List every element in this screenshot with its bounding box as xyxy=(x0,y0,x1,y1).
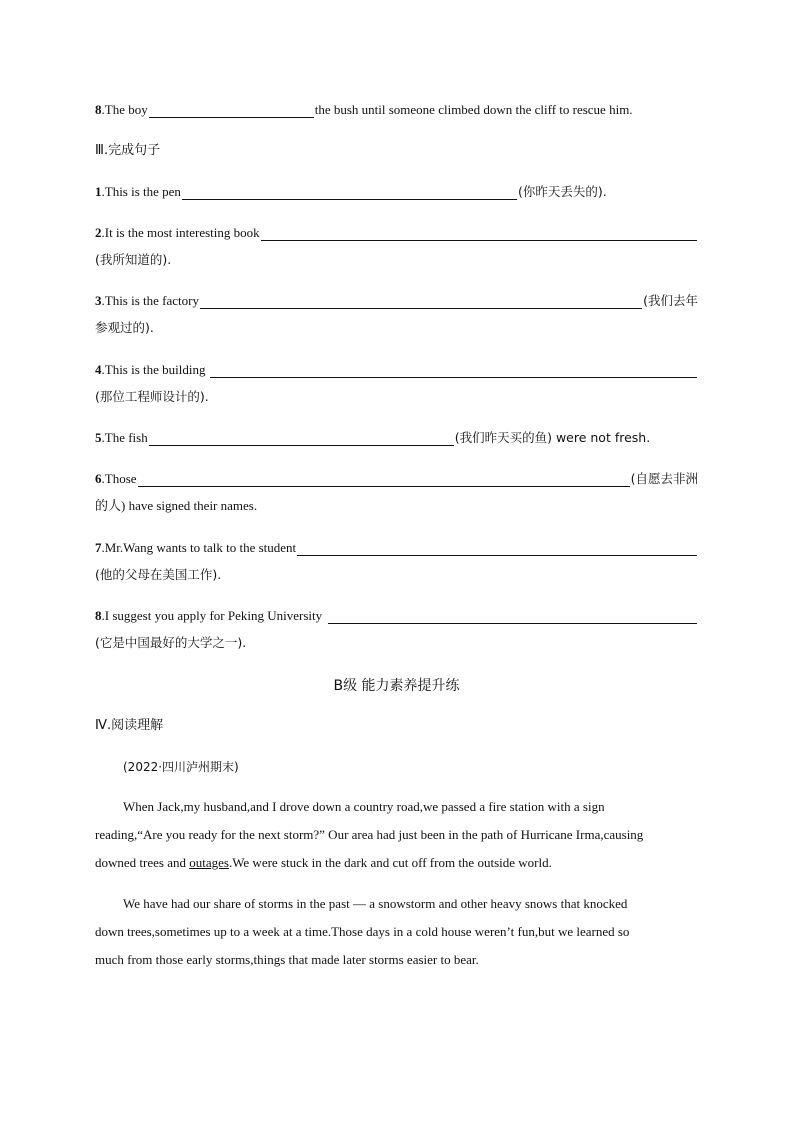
passage-source xyxy=(95,758,698,776)
item-number: 8 xyxy=(95,608,102,623)
item-text-before: .I suggest you apply for Peking University xyxy=(101,608,323,623)
item-text-before: .This is the pen xyxy=(101,184,181,199)
passage-paragraph-1 xyxy=(95,793,698,877)
sentence-item-4 xyxy=(95,361,698,379)
paragraph-line: We have had our share of storms in the past — a snowstorm and other heavy snows that knocked xyxy=(123,896,628,911)
item-number: 5 xyxy=(95,430,102,445)
item-text-before: .Mr.Wang wants to talk to the student xyxy=(101,540,297,555)
sentence-item-3-hint xyxy=(95,319,698,337)
paragraph-line: When Jack,my husband,and I drove down a country road,we passed a fire station with a sign xyxy=(123,799,605,814)
item-number: 6 xyxy=(95,471,102,486)
level-b-title: B级 能力素养提升练 xyxy=(333,678,460,694)
question-text-after: the bush until someone climbed down the cliff to rescue him. xyxy=(314,102,633,117)
paragraph-line: much from those early storms,things that made later storms easier to bear. xyxy=(95,952,479,967)
source-text: (2022·四川泸州期末) xyxy=(123,760,239,774)
paragraph-text: .We were stuck in the dark and cut off from the outside world. xyxy=(228,855,552,870)
answer-blank[interactable] xyxy=(138,472,630,487)
item-number: 4 xyxy=(95,362,102,377)
sentence-item-4-hint xyxy=(95,388,698,406)
answer-blank[interactable] xyxy=(261,226,697,241)
passage-paragraph-2 xyxy=(95,890,698,974)
sentence-item-1 xyxy=(95,183,698,201)
item-text-before: .This is the factory xyxy=(101,293,199,308)
sentence-item-7 xyxy=(95,539,698,557)
item-text-before: .This is the building xyxy=(101,362,206,377)
item-hint: (你昨天丢失的). xyxy=(517,184,607,199)
section-title-text: Ⅲ.完成句子 xyxy=(95,143,161,158)
section-4-title xyxy=(95,717,698,735)
item-hint-continued: 参观过的). xyxy=(95,320,154,335)
question-number: 8 xyxy=(95,102,102,117)
item-number: 3 xyxy=(95,293,102,308)
sentence-item-2 xyxy=(95,224,698,242)
answer-blank[interactable] xyxy=(149,103,314,118)
item-hint-continued: 的人) have signed their names. xyxy=(95,498,258,513)
answer-blank[interactable] xyxy=(328,609,697,624)
answer-blank[interactable] xyxy=(182,185,517,200)
item-hint: (我们昨天买的鱼) were not fresh. xyxy=(454,430,651,445)
sentence-item-5 xyxy=(95,429,698,447)
item-number: 1 xyxy=(95,184,102,199)
item-text-before: .Those xyxy=(101,471,137,486)
item-hint: (自愿去非洲 xyxy=(630,471,698,486)
item-number: 7 xyxy=(95,540,102,555)
section-title-text: Ⅳ.阅读理解 xyxy=(95,718,164,733)
sentence-item-6-continued xyxy=(95,497,698,515)
paragraph-line: down trees,sometimes up to a week at a time.Those days in a cold house weren’t fun,but we learned so xyxy=(95,924,630,939)
answer-blank[interactable] xyxy=(210,363,698,378)
item-number: 2 xyxy=(95,225,102,240)
sentence-item-8 xyxy=(95,607,698,625)
section-3-title xyxy=(95,142,698,160)
question-text-before: .The boy xyxy=(101,102,148,117)
sentence-item-8-hint xyxy=(95,634,698,652)
paragraph-line: reading,“Are you ready for the next storm?” Our area had just been in the path of Hurricane Irma,causing xyxy=(95,827,644,842)
sentence-item-6 xyxy=(95,470,698,488)
item-hint: (他的父母在美国工作). xyxy=(95,567,222,582)
sentence-item-3 xyxy=(95,292,698,310)
sentence-item-2-hint xyxy=(95,251,698,269)
item-hint: (我所知道的). xyxy=(95,252,172,267)
underlined-word-outages: outages xyxy=(189,855,229,870)
answer-blank[interactable] xyxy=(297,541,697,556)
answer-blank[interactable] xyxy=(200,294,642,309)
question-8-top xyxy=(95,101,698,119)
paragraph-line xyxy=(95,849,698,877)
item-text-before: .The fish xyxy=(101,430,148,445)
item-hint: (那位工程师设计的). xyxy=(95,389,209,404)
item-hint: (它是中国最好的大学之一). xyxy=(95,635,247,650)
paragraph-text: downed trees and xyxy=(95,855,190,870)
item-hint: (我们去年 xyxy=(643,293,698,308)
level-b-heading xyxy=(95,676,698,696)
sentence-item-7-hint xyxy=(95,566,698,584)
item-text-before: .It is the most interesting book xyxy=(101,225,260,240)
answer-blank[interactable] xyxy=(149,431,454,446)
